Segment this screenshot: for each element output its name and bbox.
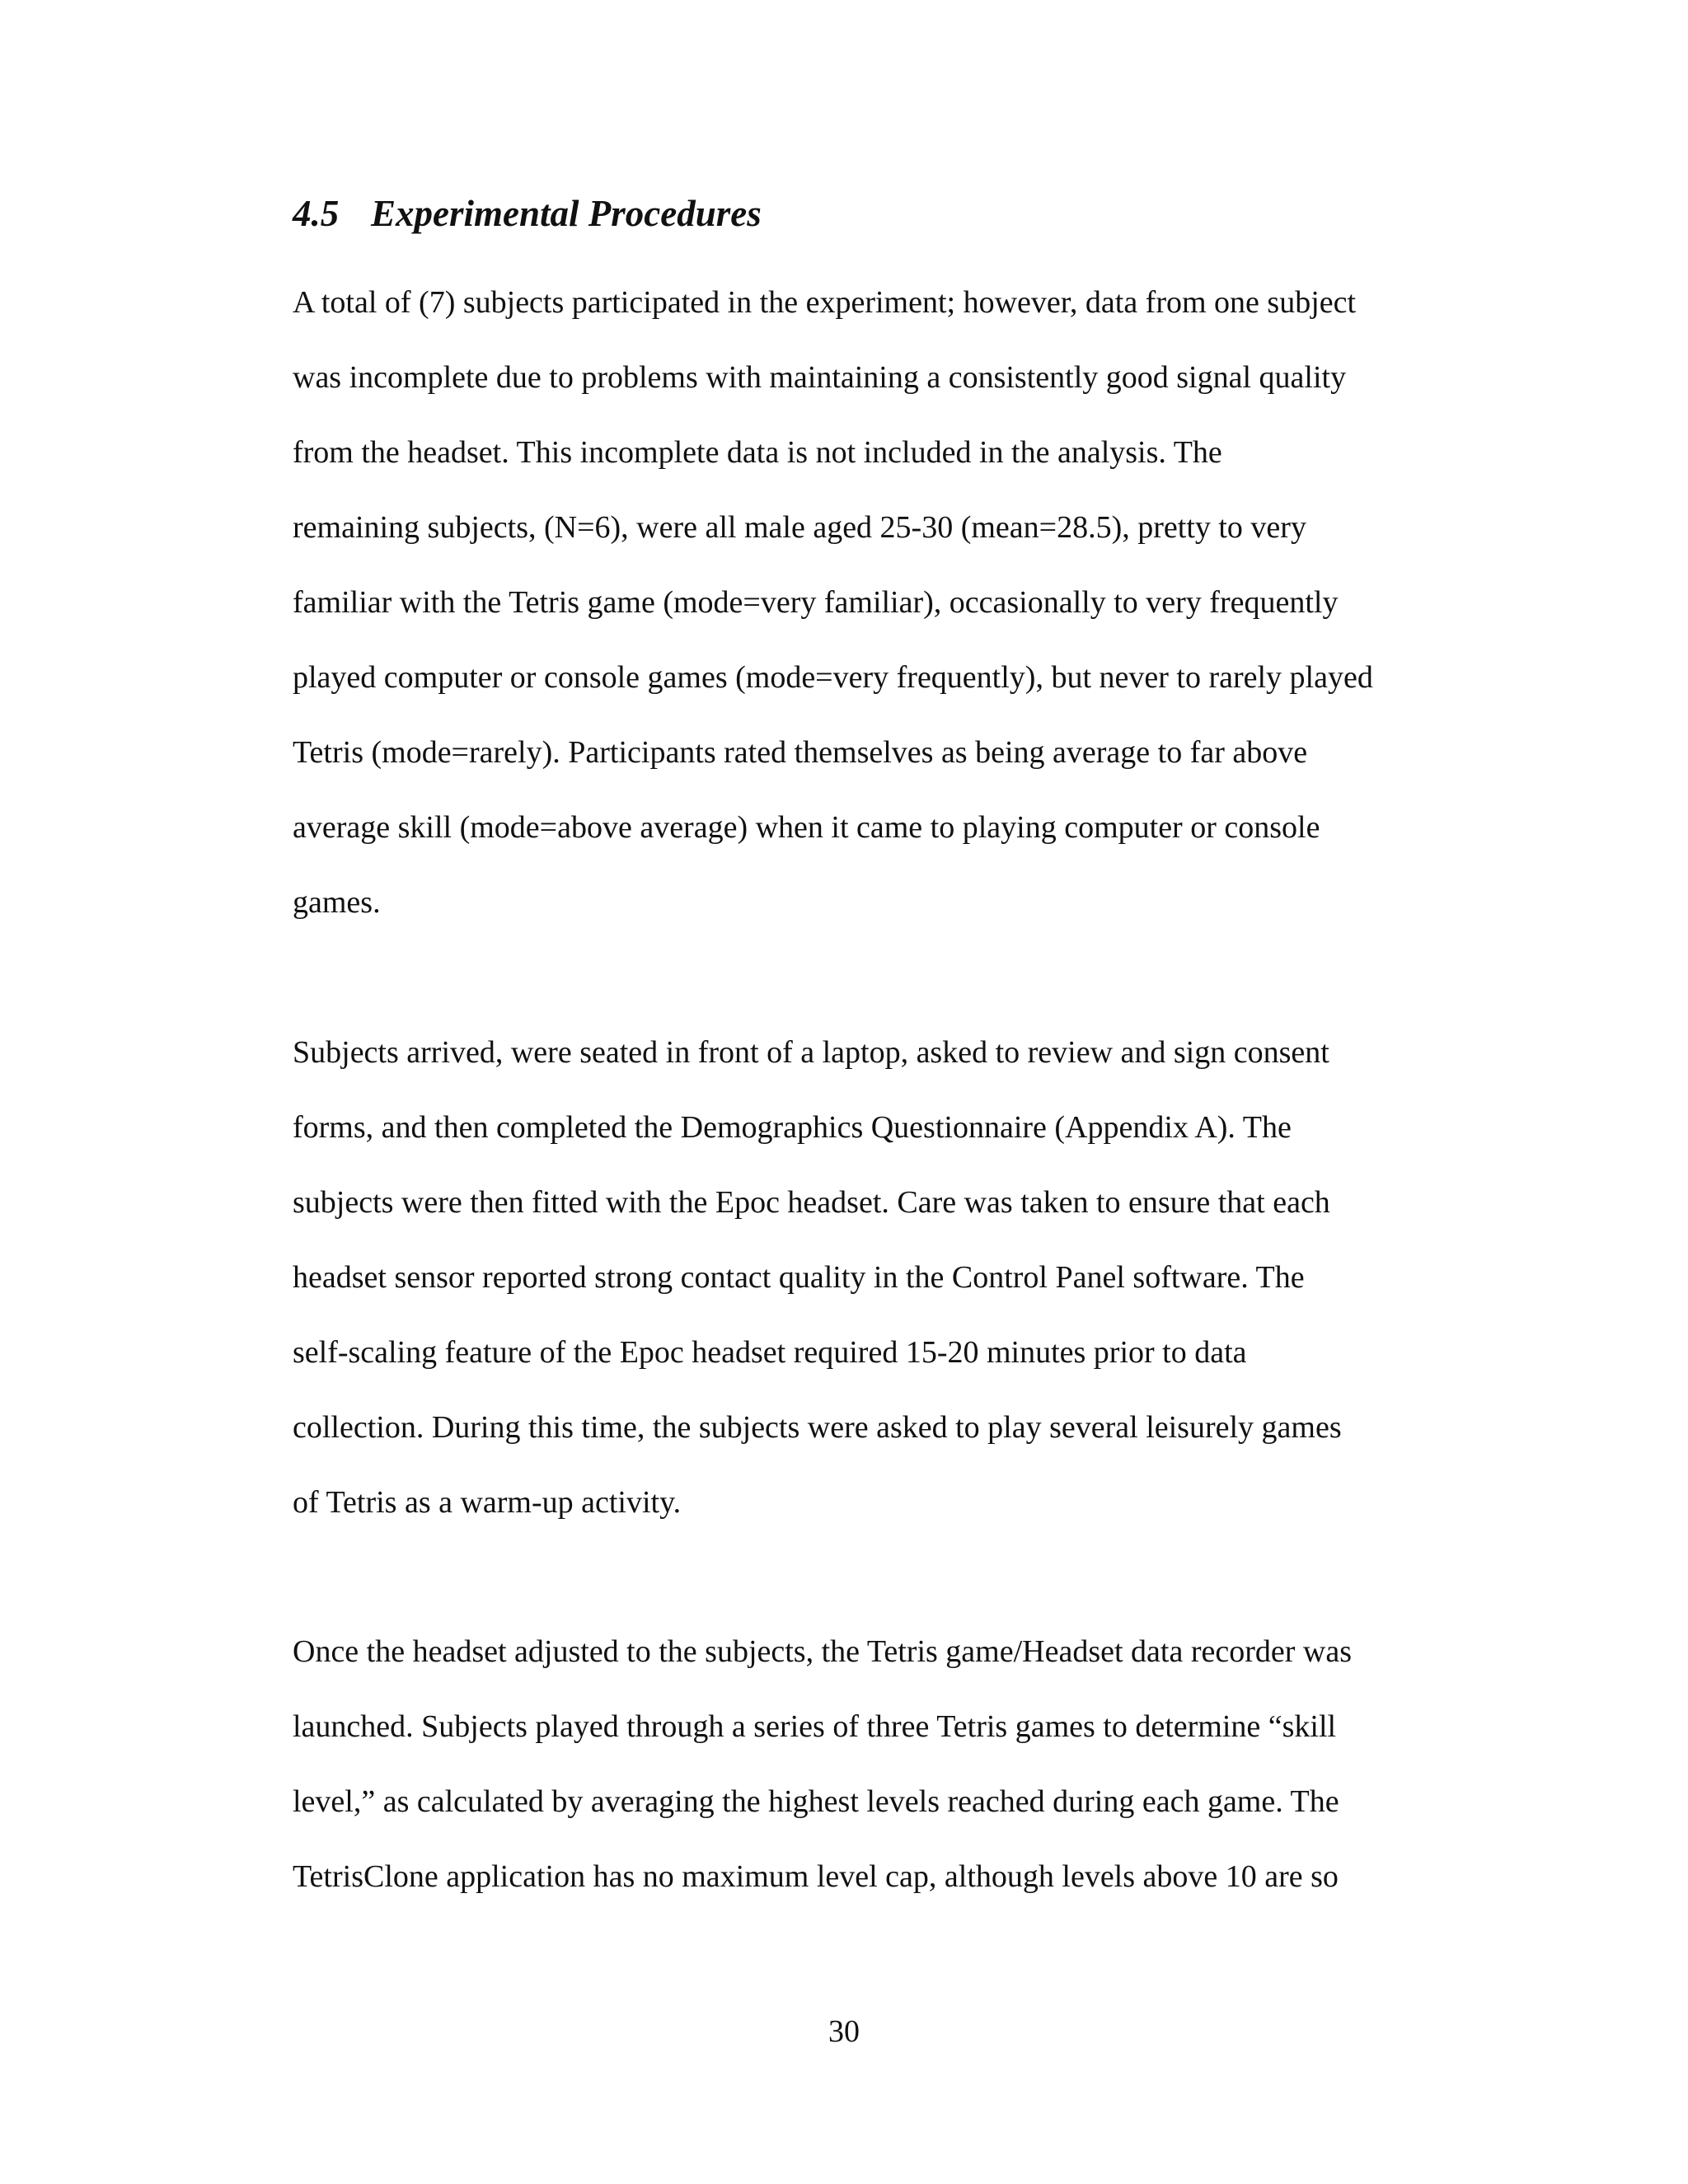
body-text-line: from the headset. This incomplete data is not included in the analysis. The	[293, 435, 1222, 470]
body-text-line: subjects were then fitted with the Epoc headset. Care was taken to ensure that each	[293, 1185, 1330, 1220]
body-text-line: Subjects arrived, were seated in front of a laptop, asked to review and sign consent	[293, 1035, 1329, 1070]
body-text-line: remaining subjects, (N=6), were all male aged 25-30 (mean=28.5), pretty to very	[293, 510, 1306, 545]
body-text-line: average skill (mode=above average) when it came to playing computer or console	[293, 810, 1320, 845]
body-text-line: familiar with the Tetris game (mode=very familiar), occasionally to very frequently	[293, 585, 1339, 620]
body-text-line: TetrisClone application has no maximum level cap, although levels above 10 are so	[293, 1859, 1339, 1894]
body-text-line: Tetris (mode=rarely). Participants rated themselves as being average to far above	[293, 735, 1308, 770]
section-heading	[293, 191, 762, 236]
body-text-line: was incomplete due to problems with maintaining a consistently good signal quality	[293, 360, 1347, 395]
body-text-line: headset sensor reported strong contact quality in the Control Panel software. The	[293, 1260, 1305, 1295]
page-number: 30	[828, 2014, 860, 2049]
body-text-line: games.	[293, 885, 381, 920]
body-text-line: A total of (7) subjects participated in the experiment; however, data from one subject	[293, 285, 1357, 320]
body-text-line: played computer or console games (mode=very frequently), but never to rarely played	[293, 660, 1373, 695]
body-text-line: forms, and then completed the Demographics Questionnaire (Appendix A). The	[293, 1110, 1292, 1145]
body-text-line: level,” as calculated by averaging the highest levels reached during each game. The	[293, 1784, 1339, 1819]
body-text-line: of Tetris as a warm-up activity.	[293, 1485, 682, 1520]
section-title: Experimental Procedures	[371, 193, 762, 234]
body-text-line: collection. During this time, the subjects were asked to play several leisurely games	[293, 1410, 1342, 1445]
section-number: 4.5	[293, 193, 340, 234]
body-text-line: launched. Subjects played through a series of three Tetris games to determine “skill	[293, 1709, 1337, 1744]
body-text-line: self-scaling feature of the Epoc headset required 15-20 minutes prior to data	[293, 1335, 1247, 1370]
body-text-line: Once the headset adjusted to the subjects, the Tetris game/Headset data recorder was	[293, 1634, 1352, 1669]
